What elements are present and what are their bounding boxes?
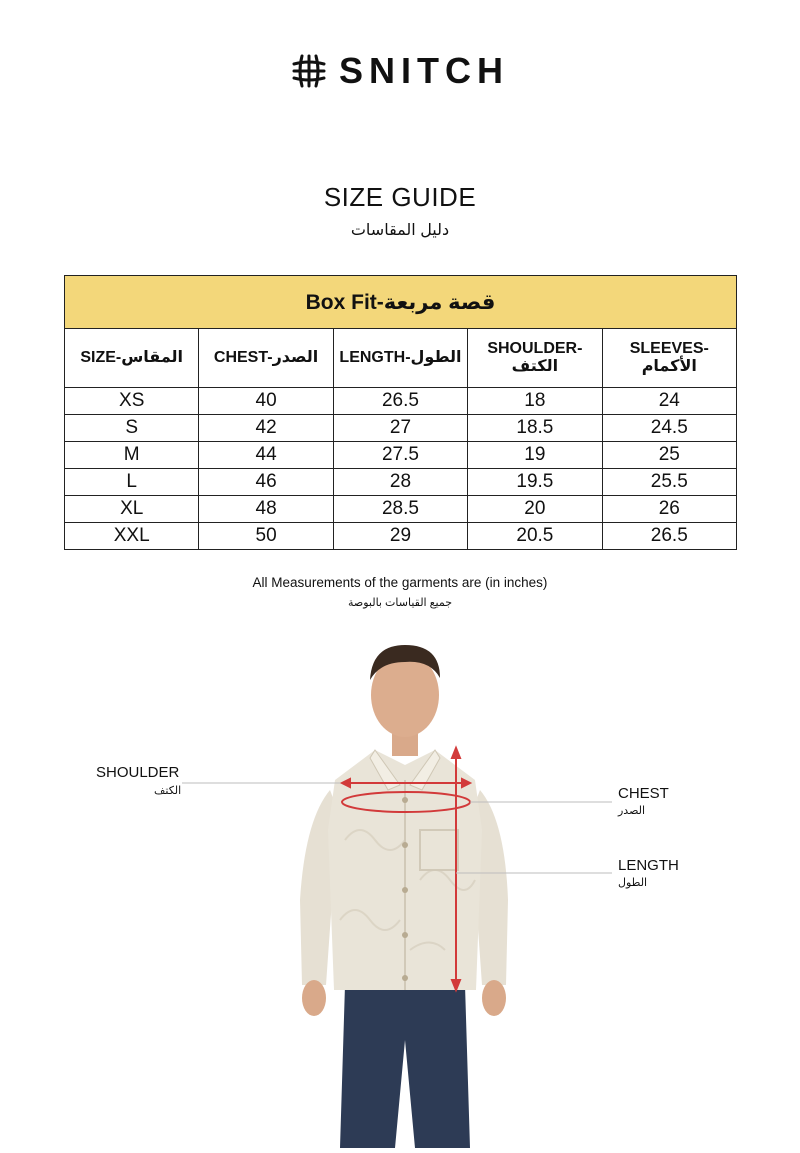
table-cell: 42 bbox=[199, 415, 333, 442]
table-cell: S bbox=[65, 415, 199, 442]
table-cell: L bbox=[65, 469, 199, 496]
table-cell: 26 bbox=[602, 496, 736, 523]
page-title-arabic: دليل المقاسات bbox=[350, 222, 450, 239]
chest-label-arabic: الصدر bbox=[618, 805, 646, 817]
table-row bbox=[65, 388, 737, 415]
table-header-row bbox=[65, 329, 737, 388]
table-cell: M bbox=[65, 442, 199, 469]
table-cell: XXL bbox=[65, 523, 199, 550]
left-hand-shape bbox=[302, 980, 326, 1016]
shirt-button bbox=[402, 932, 408, 938]
column-header: LENGTH-الطول bbox=[333, 329, 467, 388]
table-cell: 28.5 bbox=[333, 496, 467, 523]
table-cell: 19.5 bbox=[468, 469, 602, 496]
table-row bbox=[65, 469, 737, 496]
grid-hash-icon bbox=[291, 53, 327, 89]
table-cell: 25.5 bbox=[602, 469, 736, 496]
table-row bbox=[65, 496, 737, 523]
measurement-note-arabic: جميع القياسات بالبوصة bbox=[347, 597, 453, 609]
table-cell: 25 bbox=[602, 442, 736, 469]
table-cell: 19 bbox=[468, 442, 602, 469]
column-header: CHEST-الصدر bbox=[199, 329, 333, 388]
length-label: LENGTH bbox=[618, 857, 679, 874]
table-cell: XL bbox=[65, 496, 199, 523]
table-cell: 27 bbox=[333, 415, 467, 442]
table-cell: 48 bbox=[199, 496, 333, 523]
table-cell: 27.5 bbox=[333, 442, 467, 469]
table-cell: 26.5 bbox=[602, 523, 736, 550]
length-arrow-top bbox=[452, 748, 460, 758]
table-cell: 20 bbox=[468, 496, 602, 523]
jeans-shape bbox=[340, 985, 470, 1148]
column-header: SIZE-المقاس bbox=[65, 329, 199, 388]
table-cell: 40 bbox=[199, 388, 333, 415]
right-hand-shape bbox=[482, 980, 506, 1016]
table-cell: 18 bbox=[468, 388, 602, 415]
table-cell: 46 bbox=[199, 469, 333, 496]
column-header: SLEEVES- الأكمام bbox=[602, 329, 736, 388]
table-cell: 26.5 bbox=[333, 388, 467, 415]
model-illustration bbox=[0, 640, 800, 1148]
shoulder-label-arabic: الكتف bbox=[154, 785, 182, 797]
table-cell: 44 bbox=[199, 442, 333, 469]
table-cell: 24 bbox=[602, 388, 736, 415]
table-row bbox=[65, 442, 737, 469]
shirt-button bbox=[402, 842, 408, 848]
table-cell: 50 bbox=[199, 523, 333, 550]
measurement-note: All Measurements of the garments are (in inches) bbox=[252, 575, 548, 590]
brand-name: SNITCH bbox=[339, 50, 509, 91]
table-cell: 18.5 bbox=[468, 415, 602, 442]
table-cell: 24.5 bbox=[602, 415, 736, 442]
column-header: SHOULDER- الكتف bbox=[468, 329, 602, 388]
shirt-button bbox=[402, 975, 408, 981]
table-row bbox=[65, 523, 737, 550]
length-label-arabic: الطول bbox=[618, 877, 648, 889]
model-figure bbox=[0, 640, 800, 1148]
fit-header: Box Fit-قصة مربعة bbox=[65, 276, 737, 329]
shoulder-label: SHOULDER bbox=[96, 764, 180, 781]
shirt-button bbox=[402, 797, 408, 803]
size-table bbox=[64, 275, 737, 550]
table-cell: 29 bbox=[333, 523, 467, 550]
brand-logo bbox=[0, 50, 800, 92]
shirt-button bbox=[402, 887, 408, 893]
table-row bbox=[65, 415, 737, 442]
table-cell: XS bbox=[65, 388, 199, 415]
table-cell: 28 bbox=[333, 469, 467, 496]
chest-label: CHEST bbox=[618, 785, 669, 802]
table-cell: 20.5 bbox=[468, 523, 602, 550]
page-title: SIZE GUIDE bbox=[323, 182, 477, 212]
